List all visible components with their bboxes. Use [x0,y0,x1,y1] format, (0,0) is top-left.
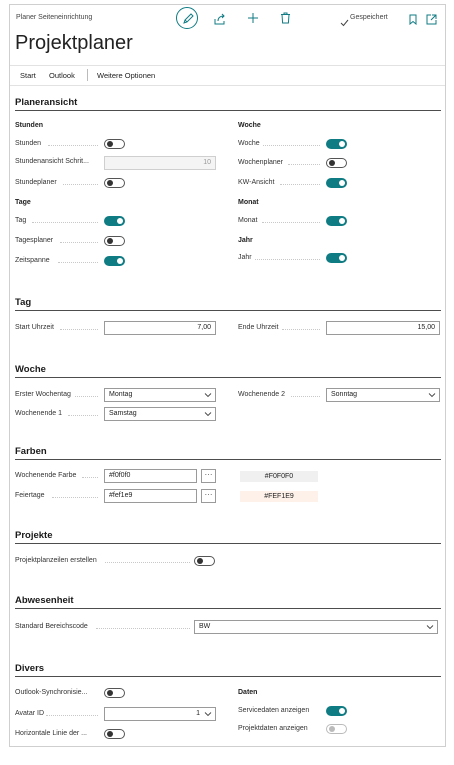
chevron-down-icon [204,391,212,399]
section-divider [15,110,441,111]
label-woche: Woche [238,140,260,147]
divider [10,85,446,86]
label-avatar-id: Avatar ID [15,710,45,717]
label-jahr: Jahr [238,254,252,261]
toggle-horizontale-linie[interactable] [104,729,125,739]
dotted-leader [255,259,320,260]
dotted-leader [263,145,320,146]
toggle-projektplanzeilen[interactable] [194,556,215,566]
toggle-zeitspanne[interactable] [104,256,125,266]
select-value: Sonntag [331,391,358,398]
open-new-window-button[interactable] [426,12,437,30]
dotted-leader [32,222,98,223]
dotted-leader [262,222,320,223]
trash-icon [280,12,291,24]
toggle-kw-ansicht[interactable] [326,178,347,188]
section-farben-title[interactable]: Farben [15,446,47,457]
input-stundenansicht-schritt[interactable]: 10 [104,156,216,170]
input-start-uhrzeit[interactable]: 7,00 [104,321,216,335]
label-stunden: Stunden [15,140,42,147]
label-kw-ansicht: KW-Ansicht [238,179,275,186]
toggle-servicedaten[interactable] [326,706,347,716]
toggle-jahr[interactable] [326,253,347,263]
bookmark-icon [409,14,417,25]
dotted-leader [52,497,98,498]
select-avatar-id[interactable] [104,707,216,721]
checkmark-icon [340,14,349,32]
dotted-leader [63,184,98,185]
toggle-tag[interactable] [104,216,125,226]
wochenende-farbe-lookup-button[interactable]: ··· [201,469,216,483]
action-start[interactable]: Start [20,71,36,80]
label-standard-bereichscode: Standard Bereichscode [15,623,88,630]
section-divider [15,608,441,609]
section-divider [15,310,441,311]
select-wochenende-1[interactable] [104,407,216,421]
label-ende-uhrzeit: Ende Uhrzeit [238,324,279,331]
section-tag-title[interactable]: Tag [15,297,32,308]
toggle-monat[interactable] [326,216,347,226]
label-erster-wochentag: Erster Wochentag [15,391,71,398]
chevron-down-icon [428,391,436,399]
bookmark-button[interactable] [409,12,417,30]
input-feiertage[interactable]: #fef1e9 [104,489,197,503]
label-zeitspanne: Zeitspanne [15,257,50,264]
divider [10,65,446,66]
label-stundenansicht-schritt: Stundenansicht Schrit... [15,158,89,165]
action-more[interactable]: Weitere Optionen [97,71,156,80]
toggle-wochenplaner[interactable] [326,158,347,168]
section-divider [15,543,441,544]
divider [87,69,88,81]
dotted-leader [105,562,190,563]
swatch-feiertage: #FEF1E9 [240,491,318,502]
section-divider [15,377,441,378]
section-woche-title[interactable]: Woche [15,364,46,375]
label-wochenende-2: Wochenende 2 [238,391,285,398]
dotted-leader [75,396,98,397]
toggle-stunden[interactable] [104,139,125,149]
group-monat-title: Monat [238,199,259,206]
group-tage-title: Tage [15,199,31,206]
section-projekte-title[interactable]: Projekte [15,530,53,541]
page-frame [9,4,446,747]
select-erster-wochentag[interactable] [104,388,216,402]
select-value: BW [199,623,211,630]
toggle-stundeplaner[interactable] [104,178,125,188]
dotted-leader [291,396,320,397]
toggle-outlook-sync[interactable] [104,688,125,698]
input-wochenende-farbe[interactable]: #f0f0f0 [104,469,197,483]
share-icon [214,13,226,25]
edit-button[interactable] [176,7,198,29]
chevron-down-icon [204,410,212,418]
section-divider [15,676,441,677]
feiertage-lookup-button[interactable]: ··· [201,489,216,503]
label-feiertage: Feiertage [15,492,45,499]
dotted-leader [96,628,190,629]
label-projektplanzeilen: Projektplanzeilen erstellen [15,557,97,564]
select-wochenende-2[interactable] [326,388,440,402]
dotted-leader [82,477,98,478]
section-divers-title[interactable]: Divers [15,663,45,674]
action-outlook[interactable]: Outlook [49,71,75,80]
label-horizontale-linie: Horizontale Linie der ... [15,730,87,737]
label-tagesplaner: Tagesplaner [15,237,54,244]
breadcrumb: Planer Seiteneinrichtung [16,14,93,21]
dotted-leader [48,145,98,146]
dotted-leader [46,715,98,716]
dotted-leader [60,329,98,330]
label-wochenplaner: Wochenplaner [238,159,284,166]
toggle-woche[interactable] [326,139,347,149]
label-tag: Tag [15,217,27,224]
share-button[interactable] [214,12,226,30]
label-servicedaten: Servicedaten anzeigen [238,707,310,714]
select-value: 1 [196,710,200,717]
input-ende-uhrzeit[interactable]: 15,00 [326,321,440,335]
chevron-down-icon [426,623,434,631]
chevron-down-icon [204,710,212,718]
group-woche-title: Woche [238,122,261,129]
label-projektdaten: Projektdaten anzeigen [238,725,308,732]
section-divider [15,459,441,460]
open-in-new-window-icon [426,14,437,25]
label-outlook-sync: Outlook-Synchronisie... [15,689,88,696]
label-stundeplaner: Stundeplaner [15,179,57,186]
dotted-leader [58,262,98,263]
dotted-leader [288,164,320,165]
label-wochenende-farbe: Wochenende Farbe [15,472,77,479]
select-standard-bereichscode[interactable] [194,620,438,634]
toggle-tagesplaner[interactable] [104,236,125,246]
delete-button[interactable] [280,11,291,29]
label-monat: Monat [238,217,258,224]
dotted-leader [282,329,320,330]
toggle-projektdaten[interactable] [326,724,347,734]
select-value: Montag [109,391,133,398]
section-abwesenheit-title[interactable]: Abwesenheit [15,595,74,606]
section-planeransicht-title[interactable]: Planeransicht [15,97,78,108]
label-start-uhrzeit: Start Uhrzeit [15,324,54,331]
swatch-wochenende-farbe: #F0F0F0 [240,471,318,482]
dotted-leader [280,184,320,185]
plus-icon [247,12,259,24]
group-daten-title: Daten [238,689,258,696]
dotted-leader [60,242,98,243]
page-title: Projektplaner [15,32,133,54]
select-value: Samstag [109,410,137,417]
new-button[interactable] [247,11,259,29]
group-stunden-title: Stunden [15,122,43,129]
saved-status: Gespeichert [350,14,388,21]
pencil-icon [177,8,199,30]
dotted-leader [68,415,98,416]
group-jahr-title: Jahr [238,237,253,244]
label-wochenende-1: Wochenende 1 [15,410,62,417]
